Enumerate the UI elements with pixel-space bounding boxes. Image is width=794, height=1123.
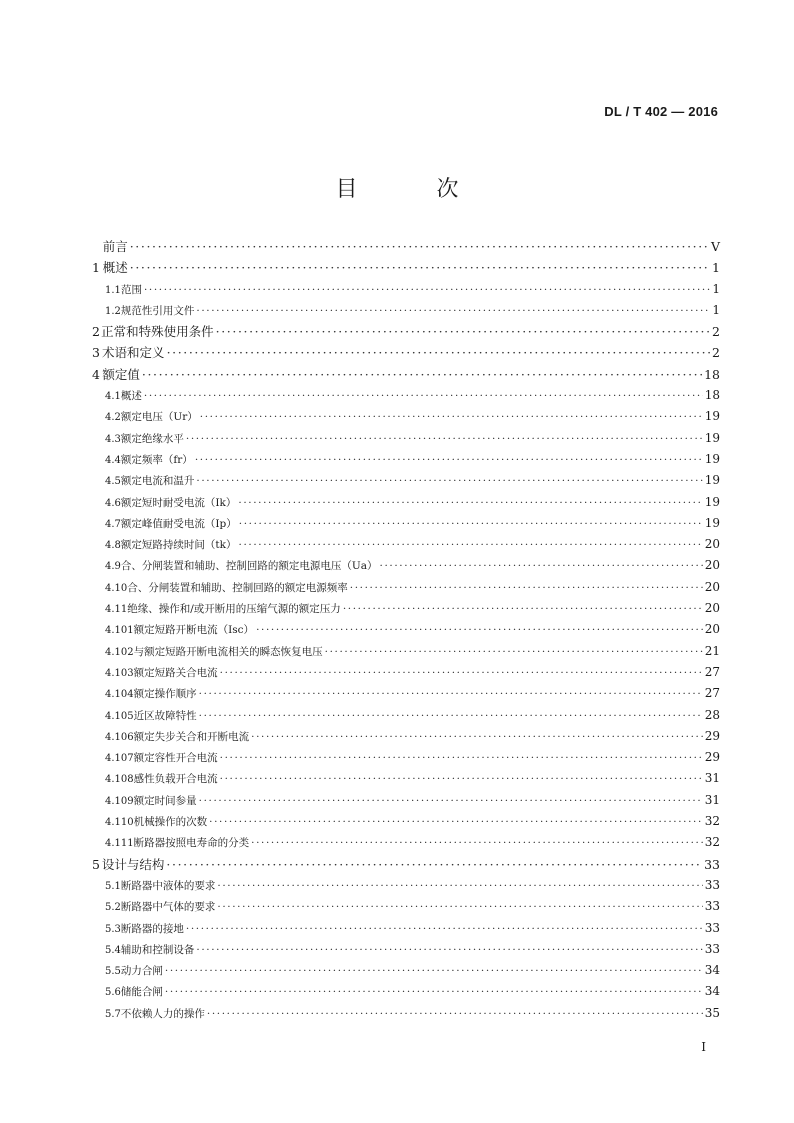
toc-entry-page: 20 — [704, 622, 720, 637]
toc-leader-dots — [239, 535, 703, 556]
toc-entry-title: 断路器中液体的要求 — [120, 879, 216, 892]
toc-entry[interactable] — [88, 960, 720, 981]
toc-entry[interactable] — [88, 555, 720, 576]
toc-entry-title: 额定时间参量 — [133, 794, 197, 807]
toc-entry[interactable] — [88, 279, 720, 300]
toc-entry[interactable] — [88, 428, 720, 449]
toc-entry-title: 辅助和控制设备 — [120, 943, 195, 956]
toc-entry-number: 4.101 — [105, 625, 134, 637]
toc-entry-page: 34 — [704, 963, 720, 978]
toc-leader-dots — [165, 961, 703, 982]
toc-entry-number: 5 — [92, 856, 100, 872]
toc-entry-title: 动力合闸 — [120, 965, 163, 978]
toc-entry-page: 33 — [704, 941, 720, 956]
toc-entry-title: 额定失步关合和开断电流 — [133, 730, 250, 743]
toc-entry-page: 1 — [712, 302, 720, 317]
toc-entry-page: 19 — [704, 473, 720, 488]
toc-leader-dots — [196, 940, 702, 961]
toc-entry[interactable] — [88, 236, 720, 257]
toc-entry-number: 4.6 — [105, 497, 121, 509]
toc-entry-title: 额定绝缘水平 — [120, 432, 184, 445]
toc-entry-title: 额定值 — [102, 366, 140, 382]
toc-leader-dots — [325, 642, 703, 663]
toc-leader-dots — [130, 236, 709, 257]
toc-leader-dots — [186, 429, 703, 450]
toc-entry-page: 18 — [704, 388, 720, 403]
toc-entry-number: 4.106 — [105, 731, 134, 743]
toc-entry[interactable] — [88, 406, 720, 427]
toc-entry-number: 4.110 — [105, 817, 134, 829]
toc-entry[interactable] — [88, 662, 720, 683]
toc-entry-number: 4.111 — [105, 838, 134, 850]
toc-entry-page: 18 — [704, 366, 720, 382]
toc-entry-number: 4 — [92, 366, 100, 382]
toc-entry[interactable] — [88, 534, 720, 555]
toc-entry-title: 设计与结构 — [101, 856, 165, 872]
toc-entry[interactable] — [88, 768, 720, 789]
toc-leader-dots — [343, 599, 703, 620]
toc-entry-page: 2 — [712, 324, 720, 340]
toc-entry-number: 4.105 — [105, 710, 134, 722]
toc-entry-title: 断路器按照电寿命的分类 — [133, 837, 250, 850]
toc-entry-number: 5.4 — [105, 944, 121, 956]
toc-entry[interactable] — [88, 342, 720, 363]
toc-entry-title: 近区故障特性 — [133, 709, 197, 722]
toc-entry-title: 正常和特殊使用条件 — [101, 324, 214, 340]
toc-entry-title: 概述 — [120, 390, 142, 403]
toc-entry[interactable] — [88, 1003, 720, 1024]
toc-entry-title: 合、分闸装置和辅助、控制回路的额定电源电压（Ua） — [120, 560, 378, 573]
toc-leader-dots — [144, 280, 710, 301]
toc-entry[interactable] — [88, 918, 720, 939]
toc-entry[interactable] — [88, 598, 720, 619]
toc-leader-dots — [256, 620, 703, 641]
toc-entry-page: 19 — [704, 409, 720, 424]
toc-entry-page: 35 — [704, 1005, 720, 1020]
toc-entry[interactable] — [88, 832, 720, 853]
toc-entry-page: 21 — [704, 643, 720, 658]
toc-entry[interactable] — [88, 896, 720, 917]
toc-entry-page: 20 — [704, 558, 720, 573]
toc-entry-page: 1 — [712, 281, 720, 296]
toc-entry-number: 5.3 — [105, 923, 121, 935]
toc-entry-page: 31 — [704, 771, 720, 786]
toc-entry-page: 20 — [704, 579, 720, 594]
toc-entry-page: 19 — [704, 515, 720, 530]
toc-entry-title: 绝缘、操作和/或开断用的压缩气源的额定压力 — [127, 603, 341, 616]
toc-entry-number: 5.5 — [105, 966, 121, 978]
toc-entry-page: 28 — [704, 707, 720, 722]
toc-entry[interactable] — [88, 470, 720, 491]
toc-leader-dots — [130, 257, 710, 278]
standard-number: DL / T 402 — 2016 — [604, 104, 718, 119]
toc-entry-title: 前言 — [102, 239, 128, 254]
toc-leader-dots — [209, 812, 703, 833]
toc-entry-title: 感性负载开合电流 — [133, 773, 218, 786]
toc-entry-title: 额定短路关合电流 — [133, 666, 218, 679]
toc-leader-dots — [142, 364, 702, 385]
toc-entry[interactable] — [88, 619, 720, 640]
toc-entry-number: 5.7 — [105, 1008, 121, 1020]
toc-entry[interactable] — [88, 321, 720, 342]
toc-entry[interactable] — [88, 747, 720, 768]
toc-leader-dots — [144, 386, 703, 407]
toc-leader-dots — [186, 919, 703, 940]
toc-entry[interactable] — [88, 790, 720, 811]
toc-entry-title: 合、分闸装置和辅助、控制回路的额定电源频率 — [127, 581, 348, 594]
toc-entry-title: 额定短时耐受电流（Ik） — [120, 496, 237, 509]
toc-entry[interactable] — [88, 811, 720, 832]
toc-entry[interactable] — [88, 981, 720, 1002]
toc-leader-dots — [200, 407, 703, 428]
toc-entry-number: 4.107 — [105, 753, 134, 765]
toc-entry-title: 额定容性开合电流 — [133, 752, 218, 765]
toc-entry-number: 4.7 — [105, 518, 121, 530]
toc-entry-title: 额定电流和温升 — [120, 475, 195, 488]
toc-entry[interactable] — [88, 939, 720, 960]
table-of-contents — [88, 236, 720, 1024]
toc-leader-dots — [167, 342, 710, 363]
toc-leader-dots — [199, 706, 703, 727]
toc-entry-title: 额定频率（fr） — [120, 453, 193, 466]
toc-entry-number: 5.6 — [105, 987, 121, 999]
toc-entry-page: 20 — [704, 537, 720, 552]
toc-leader-dots — [251, 727, 703, 748]
toc-entry-title: 概述 — [102, 260, 128, 276]
toc-entry-title: 额定操作顺序 — [133, 688, 197, 701]
toc-entry-title: 不依赖人力的操作 — [120, 1007, 205, 1020]
toc-entry-page: 32 — [704, 835, 720, 850]
toc-entry-page: 19 — [704, 430, 720, 445]
toc-entry-page: 33 — [704, 856, 720, 872]
toc-entry-page: 2 — [712, 345, 720, 361]
toc-entry-number: 4.104 — [105, 689, 134, 701]
toc-leader-dots — [199, 684, 703, 705]
toc-entry-page: 32 — [704, 814, 720, 829]
toc-leader-dots — [195, 450, 703, 471]
toc-entry-page: 29 — [704, 750, 720, 765]
toc-entry-number: 3 — [92, 345, 100, 361]
toc-entry-title: 范围 — [120, 283, 142, 296]
toc-entry-page: 27 — [704, 686, 720, 701]
toc-leader-dots — [220, 769, 703, 790]
toc-entry[interactable] — [88, 726, 720, 747]
toc-leader-dots — [239, 514, 703, 535]
toc-entry-number: 2 — [92, 324, 100, 340]
toc-entry-title: 断路器的接地 — [120, 922, 184, 935]
toc-leader-dots — [196, 471, 702, 492]
toc-entry-page: 20 — [704, 601, 720, 616]
toc-leader-dots — [380, 556, 703, 577]
toc-leader-dots — [207, 1004, 703, 1025]
toc-leader-dots — [196, 301, 710, 322]
toc-entry-title: 额定峰值耐受电流（Ip） — [120, 517, 237, 530]
toc-leader-dots — [238, 493, 702, 514]
toc-entry-page: 1 — [712, 260, 720, 276]
toc-entry[interactable] — [88, 875, 720, 896]
toc-leader-dots — [166, 854, 702, 875]
toc-entry-number: 4.103 — [105, 667, 134, 679]
toc-entry-number: 1.1 — [105, 284, 121, 296]
toc-leader-dots — [251, 833, 703, 854]
toc-entry[interactable] — [88, 257, 720, 278]
toc-entry-number: 4.2 — [105, 412, 121, 424]
toc-entry-title: 断路器中气体的要求 — [120, 901, 216, 914]
toc-entry-number: 4.4 — [105, 454, 121, 466]
toc-entry-title: 额定短路开断电流（Isc） — [133, 624, 255, 637]
toc-entry-number: 4.10 — [105, 582, 128, 594]
toc-entry[interactable] — [88, 641, 720, 662]
toc-entry-title: 术语和定义 — [102, 345, 165, 361]
toc-entry-number: 4.102 — [105, 646, 134, 658]
toc-entry-page: 33 — [704, 877, 720, 892]
toc-entry-number: 4.1 — [105, 391, 121, 403]
toc-entry[interactable] — [88, 300, 720, 321]
toc-entry[interactable] — [88, 364, 720, 385]
toc-entry-number: 4.108 — [105, 774, 134, 786]
toc-entry-title: 储能合闸 — [120, 986, 163, 999]
toc-entry-page: 29 — [704, 728, 720, 743]
toc-leader-dots — [216, 321, 710, 342]
toc-heading: 目 次 — [335, 177, 495, 202]
toc-entry[interactable] — [88, 577, 720, 598]
toc-entry[interactable] — [88, 492, 720, 513]
toc-leader-dots — [350, 578, 703, 599]
toc-leader-dots — [220, 663, 703, 684]
toc-entry-number: 1 — [92, 260, 100, 276]
toc-leader-dots — [220, 748, 703, 769]
toc-entry-number: 1.2 — [105, 305, 121, 317]
toc-entry-number: 5.1 — [105, 880, 121, 892]
toc-entry-number: 4.11 — [105, 604, 128, 616]
toc-entry[interactable] — [88, 705, 720, 726]
toc-leader-dots — [217, 876, 702, 897]
toc-entry-title: 额定短路持续时间（tk） — [120, 539, 237, 552]
toc-entry-page: 33 — [704, 899, 720, 914]
toc-leader-dots — [199, 791, 703, 812]
toc-entry-page: 33 — [704, 920, 720, 935]
toc-entry-page: V — [710, 239, 720, 254]
toc-entry-page: 19 — [704, 451, 720, 466]
toc-entry-title: 与额定短路开断电流相关的瞬态恢复电压 — [133, 645, 323, 658]
toc-entry[interactable] — [88, 513, 720, 534]
toc-entry-number: 4.9 — [105, 561, 121, 573]
toc-entry-page: 34 — [704, 984, 720, 999]
toc-entry-number: 5.2 — [105, 902, 121, 914]
toc-entry-number: 4.5 — [105, 476, 121, 488]
toc-entry-number: 4.8 — [105, 540, 121, 552]
toc-entry-page: 27 — [704, 664, 720, 679]
toc-entry[interactable] — [88, 683, 720, 704]
toc-entry-title: 规范性引用文件 — [120, 304, 195, 317]
page-folio: I — [701, 1040, 706, 1054]
toc-entry-number: 4.109 — [105, 795, 134, 807]
toc-leader-dots — [217, 897, 702, 918]
toc-entry-number: 4.3 — [105, 433, 121, 445]
toc-entry[interactable] — [88, 854, 720, 875]
toc-entry-title: 额定电压（Ur） — [120, 411, 198, 424]
toc-entry[interactable] — [88, 385, 720, 406]
toc-entry-page: 19 — [704, 494, 720, 509]
toc-entry[interactable] — [88, 449, 720, 470]
toc-entry-title: 机械操作的次数 — [133, 816, 208, 829]
toc-entry-page: 31 — [704, 792, 720, 807]
toc-leader-dots — [165, 982, 703, 1003]
